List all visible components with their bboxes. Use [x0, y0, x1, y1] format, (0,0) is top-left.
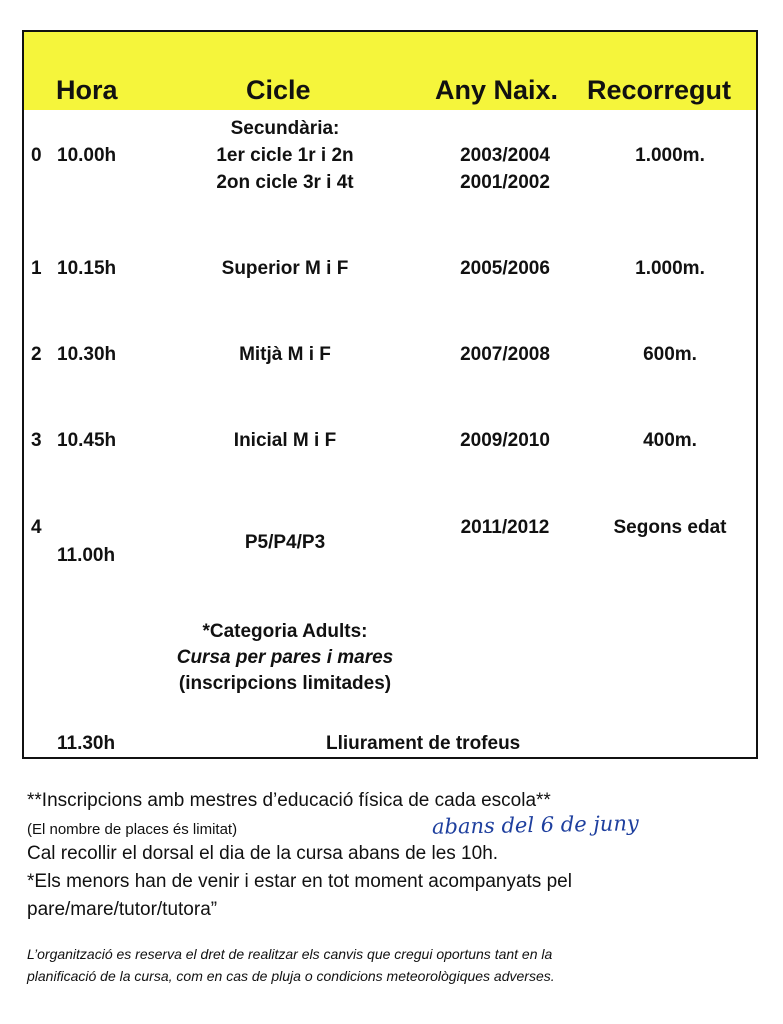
row-3-num: 3 — [31, 430, 42, 451]
row-0-cicle-line-1: Secundària: — [230, 118, 340, 139]
footer-minors-b: pare/mare/tutor/tutora” — [27, 899, 218, 920]
row-2-num: 2 — [31, 344, 42, 365]
row-0-num: 0 — [31, 145, 42, 166]
adults-subtitle: Cursa per pares i mares — [176, 647, 394, 668]
row-0-cicle-line-3: 2on cicle 3r i 4t — [216, 172, 354, 193]
row-0-hora: 10.00h — [57, 145, 117, 166]
trophies-label: Lliurament de trofeus — [326, 733, 521, 754]
footer-places-limit: (El nombre de places és limitat) — [27, 821, 238, 838]
row-2-cicle: Mitjà M i F — [239, 344, 331, 365]
header-hora: Hora — [56, 75, 118, 105]
footer-inscriptions: **Inscripcions amb mestres d’educació física de cada escola** — [27, 790, 551, 811]
row-1-cicle: Superior M i F — [221, 258, 349, 279]
row-1-hora: 10.15h — [57, 258, 117, 279]
row-3-recorregut: 400m. — [643, 430, 697, 451]
row-2-any: 2007/2008 — [460, 344, 550, 365]
row-0-any-line-1: 2003/2004 — [460, 145, 550, 166]
row-4-num: 4 — [31, 517, 42, 538]
adults-title: *Categoria Adults: — [202, 621, 368, 642]
footer-minors-a: *Els menors han de venir i estar en tot moment acompanyats pel — [27, 871, 572, 892]
row-4-hora: 11.00h — [57, 545, 116, 566]
row-4-cicle: P5/P4/P3 — [244, 532, 326, 553]
row-1-num: 1 — [31, 258, 42, 279]
row-1-any: 2005/2006 — [460, 258, 550, 279]
footer-dorsal: Cal recollir el dorsal el dia de la cursa abans de les 10h. — [27, 843, 499, 864]
handwritten-note: abans del 6 de juny — [431, 811, 639, 839]
header-any-naix: Any Naix. — [435, 75, 559, 105]
row-3-any: 2009/2010 — [460, 430, 550, 451]
row-3-cicle: Inicial M i F — [233, 430, 337, 451]
header-cicle: Cicle — [246, 75, 311, 105]
row-4-any: 2011/2012 — [460, 517, 550, 538]
row-0-recorregut: 1.000m. — [635, 145, 705, 166]
row-2-recorregut: 600m. — [643, 344, 697, 365]
row-2-hora: 10.30h — [57, 344, 117, 365]
row-3-hora: 10.45h — [57, 430, 117, 451]
row-1-recorregut: 1.000m. — [635, 258, 705, 279]
header-recorregut: Recorregut — [587, 75, 732, 105]
row-0-cicle-line-2: 1er cicle 1r i 2n — [216, 145, 354, 166]
disclaimer-line-1: L’organització es reserva el dret de realitzar els canvis que cregui oportuns tant en la — [27, 946, 553, 962]
row-0-any-line-2: 2001/2002 — [460, 172, 550, 193]
trophies-hora: 11.30h — [57, 733, 116, 754]
adults-note: (inscripcions limitades) — [178, 673, 392, 694]
disclaimer-line-2: planificació de la cursa, com en cas de pluja o condicions meteorològiques adverses. — [27, 968, 555, 984]
row-4-recorregut: Segons edat — [613, 517, 727, 538]
